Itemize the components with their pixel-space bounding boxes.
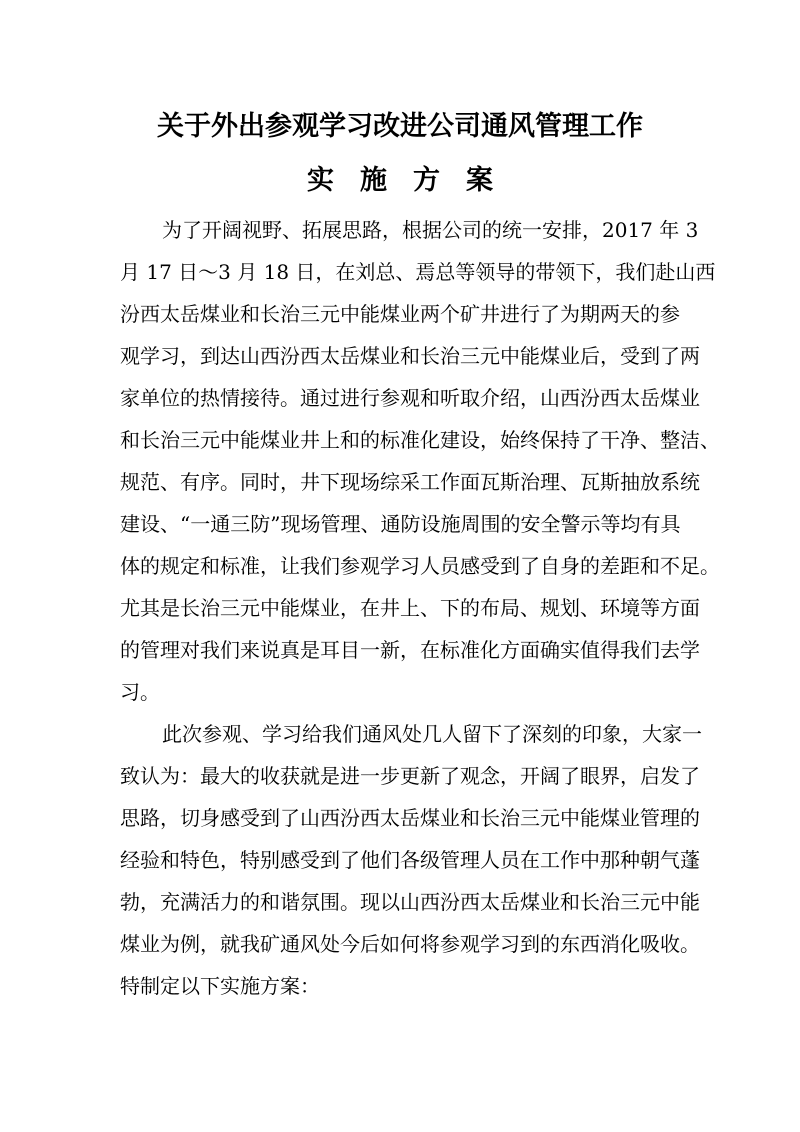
paragraph-1-line: 月 17 日～3 月 18 日，在刘总、焉总等领导的带领下，我们赴山西 <box>120 260 716 284</box>
paragraph-2-line: 致认为：最大的收获就是进一步更新了观念，开阔了眼界，启发了 <box>120 764 700 788</box>
paragraph-1-line: 体的规定和标准，让我们参观学习人员感受到了自身的差距和不足。 <box>120 554 720 578</box>
paragraph-1-line: 家单位的热情接待。通过进行参观和听取介绍，山西汾西太岳煤业 <box>120 386 700 410</box>
paragraph-2-line: 煤业为例，就我矿通风处今后如何将参观学习到的东西消化吸收。 <box>120 932 700 956</box>
paragraph-2-line: 此次参观、学习给我们通风处几人留下了深刻的印象，大家一 <box>162 722 702 746</box>
paragraph-2-line: 经验和特色，特别感受到了他们各级管理人员在工作中那种朝气蓬 <box>120 848 700 872</box>
paragraph-1-line: 观学习，到达山西汾西太岳煤业和长治三元中能煤业后，受到了两 <box>120 344 700 368</box>
document-title-line-1: 关于外出参观学习改进公司通风管理工作 <box>157 111 643 142</box>
paragraph-1-line: 建设、“一通三防”现场管理、通防设施周围的安全警示等均有具 <box>120 512 681 536</box>
paragraph-2-line: 勃，充满活力的和谐氛围。现以山西汾西太岳煤业和长治三元中能 <box>120 890 700 914</box>
paragraph-1-line: 规范、有序。同时，井下现场综采工作面瓦斯治理、瓦斯抽放系统 <box>120 470 700 494</box>
paragraph-2-line: 思路，切身感受到了山西汾西太岳煤业和长治三元中能煤业管理的 <box>120 806 700 830</box>
paragraph-1-line: 尤其是长治三元中能煤业，在井上、下的布局、规划、环境等方面 <box>120 596 700 620</box>
paragraph-1-line: 的管理对我们来说真是耳目一新，在标准化方面确实值得我们去学 <box>120 638 700 662</box>
paragraph-2-line: 特制定以下实施方案： <box>120 974 320 998</box>
document-title-line-2: 实施方案 <box>307 165 519 196</box>
paragraph-1-line: 习。 <box>120 680 160 704</box>
paragraph-1-line: 和长治三元中能煤业井上和的标准化建设，始终保持了干净、整洁、 <box>120 428 720 452</box>
paragraph-1-line: 为了开阔视野、拓展思路，根据公司的统一安排，2017 年 3 <box>162 218 699 242</box>
paragraph-1-line: 汾西太岳煤业和长治三元中能煤业两个矿井进行了为期两天的参 <box>120 302 680 326</box>
